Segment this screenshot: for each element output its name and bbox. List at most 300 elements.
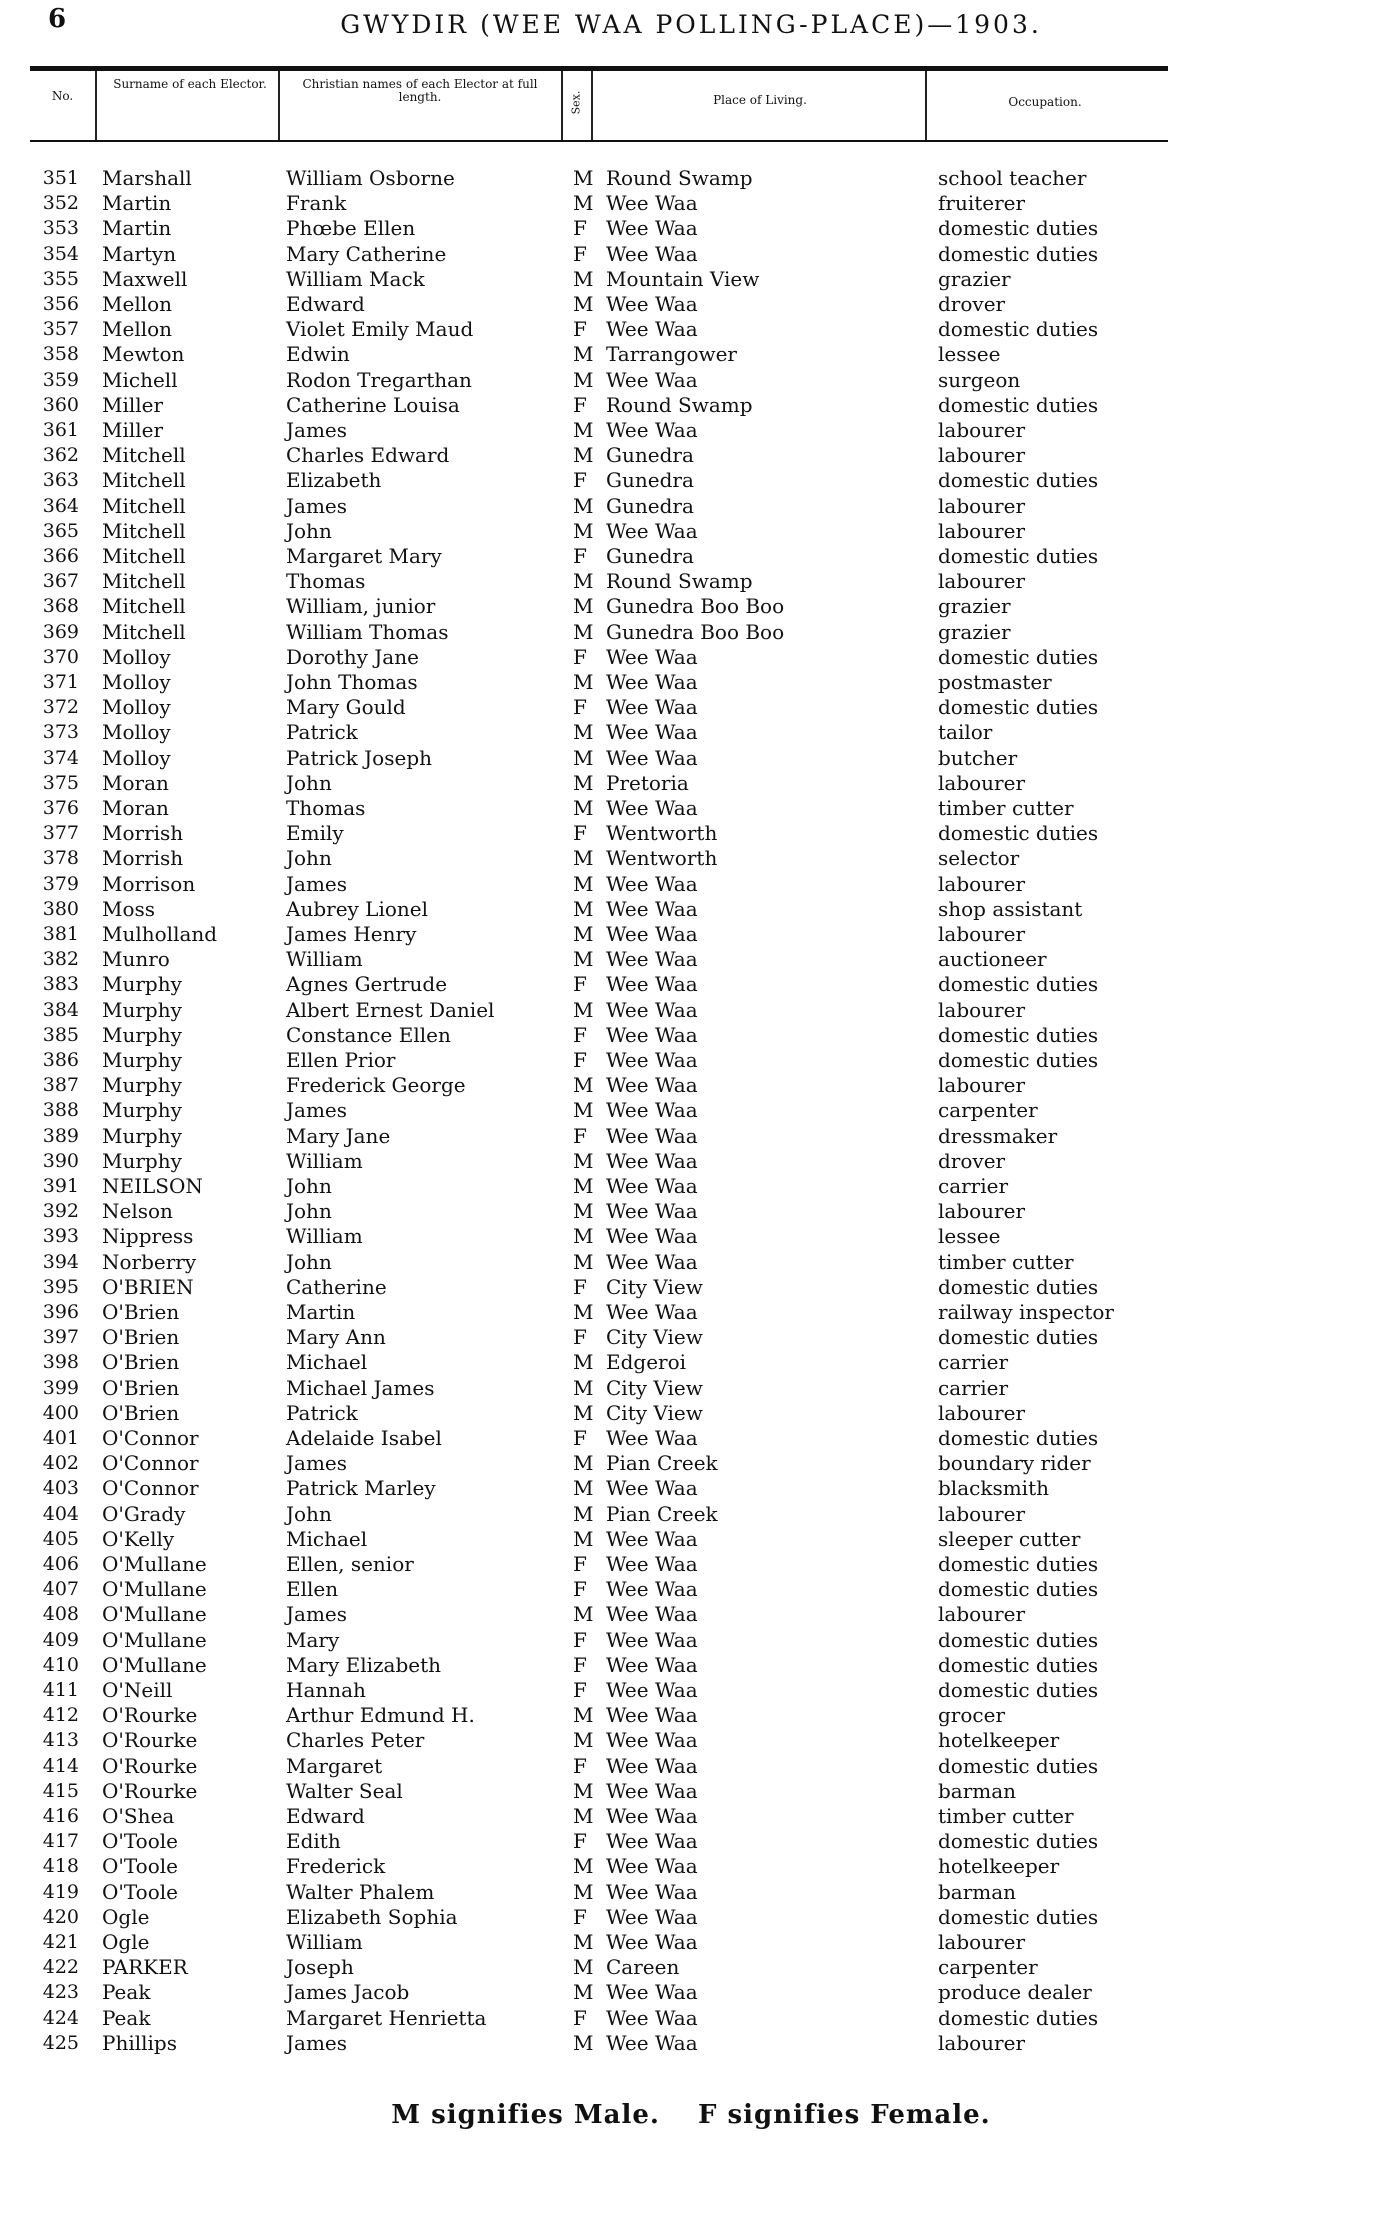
christian-names-cell: James Henry [286, 922, 417, 946]
place-cell: Edgeroi [606, 1350, 687, 1375]
table-row [0, 242, 1382, 267]
surname-cell: Miller [102, 392, 164, 417]
place-cell: Gunedra [606, 443, 694, 468]
table-row [0, 1023, 1382, 1048]
christian-names-cell: William, junior [286, 594, 436, 619]
sex-cell: M [573, 1476, 594, 1501]
sex-cell: M [573, 367, 594, 392]
christian-names-cell: Rodon Tregarthan [286, 367, 472, 392]
place-cell: City View [606, 1375, 703, 1400]
occupation-cell: labourer [938, 518, 1026, 543]
occupation-cell: domestic duties [938, 392, 1099, 417]
surname-cell: O'Rourke [102, 1728, 198, 1753]
place-cell: Gunedra Boo Boo [606, 594, 785, 619]
sex-cell: M [573, 1728, 594, 1753]
surname-cell: O'Brien [102, 1325, 180, 1350]
sex-cell: M [573, 1778, 594, 1803]
sex-cell: M [573, 1451, 594, 1476]
occupation-cell: barman [938, 1778, 1017, 1803]
place-cell: Wee Waa [606, 1829, 698, 1854]
christian-names-cell: Mary Gould [286, 695, 406, 720]
row-number: 357 [42, 318, 79, 341]
occupation-cell: carpenter [938, 1955, 1038, 1980]
occupation-cell: domestic duties [938, 1678, 1099, 1702]
surname-cell: O'Rourke [102, 1753, 198, 1778]
surname-cell: Michell [102, 367, 178, 392]
sex-cell: F [573, 1753, 587, 1778]
christian-names-cell: Walter Seal [286, 1778, 403, 1803]
sex-cell: F [573, 1627, 587, 1652]
occupation-cell: fruiterer [938, 191, 1026, 216]
occupation-cell: labourer [938, 1930, 1026, 1954]
occupation-cell: domestic duties [938, 1627, 1099, 1652]
sex-cell: M [573, 1098, 594, 1123]
occupation-cell: carrier [938, 1174, 1009, 1198]
christian-names-cell: Joseph [286, 1955, 354, 1980]
table-row [0, 796, 1382, 821]
table-row [0, 1401, 1382, 1426]
place-cell: Wee Waa [606, 896, 698, 921]
occupation-cell: dressmaker [938, 1123, 1058, 1148]
place-cell: Wee Waa [606, 922, 698, 946]
table-row [0, 544, 1382, 569]
row-number: 399 [42, 1376, 79, 1399]
surname-cell: O'Rourke [102, 1778, 198, 1803]
place-cell: Wee Waa [606, 1728, 698, 1753]
place-cell: Wee Waa [606, 367, 698, 392]
surname-cell: Murphy [102, 997, 182, 1022]
occupation-cell: auctioneer [938, 947, 1047, 972]
sex-cell: F [573, 1426, 587, 1450]
sex-cell: M [573, 418, 594, 442]
christian-names-cell: Elizabeth Sophia [286, 1904, 458, 1929]
sex-cell: F [573, 1652, 587, 1677]
table-row [0, 620, 1382, 645]
surname-cell: Nelson [102, 1199, 173, 1224]
occupation-cell: domestic duties [938, 821, 1099, 846]
occupation-cell: tailor [938, 720, 993, 745]
occupation-cell: labourer [938, 871, 1026, 896]
sex-cell: M [573, 1526, 594, 1551]
table-row [0, 771, 1382, 796]
place-cell: Wee Waa [606, 1678, 698, 1702]
occupation-cell: domestic duties [938, 1577, 1099, 1602]
christian-names-cell: Edith [286, 1829, 341, 1854]
row-number: 418 [42, 1855, 79, 1878]
occupation-cell: hotelkeeper [938, 1854, 1060, 1879]
row-number: 397 [42, 1326, 79, 1349]
occupation-cell: labourer [938, 2030, 1026, 2055]
surname-cell: O'BRIEN [102, 1274, 194, 1299]
christian-names-cell: Catherine Louisa [286, 392, 460, 417]
row-number: 385 [42, 1023, 79, 1046]
surname-cell: O'Connor [102, 1426, 199, 1450]
table-row [0, 1653, 1382, 1678]
sex-cell: F [573, 1829, 587, 1854]
row-number: 401 [42, 1427, 79, 1449]
occupation-cell: lessee [938, 342, 1001, 367]
sex-cell: M [573, 166, 594, 190]
christian-names-cell: Hannah [286, 1678, 366, 1702]
surname-cell: Molloy [102, 670, 171, 694]
table-row [0, 670, 1382, 695]
place-cell: Wee Waa [606, 241, 698, 266]
row-number: 371 [42, 671, 79, 693]
christian-names-cell: Frank [286, 191, 347, 216]
row-number: 415 [42, 1779, 79, 1802]
place-cell: Wee Waa [606, 1778, 698, 1803]
surname-cell: Norberry [102, 1249, 197, 1274]
christian-names-cell: John [286, 1501, 332, 1526]
place-cell: Wee Waa [606, 644, 698, 669]
sex-cell: F [573, 216, 587, 241]
occupation-cell: drover [938, 292, 1006, 316]
surname-cell: O'Mullane [102, 1552, 207, 1576]
occupation-cell: selector [938, 846, 1020, 871]
surname-cell: NEILSON [102, 1174, 203, 1198]
surname-cell: Morrison [102, 871, 196, 896]
sex-cell: F [573, 241, 587, 266]
christian-names-cell: William Thomas [286, 619, 449, 644]
row-number: 383 [42, 973, 79, 996]
christian-names-cell: Mary Elizabeth [286, 1652, 442, 1677]
sex-cell: M [573, 770, 594, 795]
occupation-cell: railway inspector [938, 1300, 1114, 1324]
row-number: 389 [42, 1124, 79, 1147]
table-row [0, 292, 1382, 317]
sex-cell: M [573, 997, 594, 1022]
christian-names-cell: Violet Emily Maud [286, 317, 474, 342]
place-cell: Wentworth [606, 821, 718, 846]
surname-cell: Ogle [102, 1930, 150, 1954]
occupation-cell: domestic duties [938, 1022, 1099, 1047]
christian-names-cell: Ellen [286, 1577, 339, 1602]
surname-cell: Mellon [102, 317, 173, 342]
christian-names-cell: James [286, 2030, 348, 2055]
surname-cell: Ogle [102, 1904, 150, 1929]
occupation-cell: grazier [938, 594, 1011, 619]
occupation-cell: carrier [938, 1350, 1009, 1375]
table-row [0, 1854, 1382, 1879]
sex-cell: M [573, 619, 594, 644]
row-number: 410 [42, 1653, 79, 1676]
row-number: 380 [42, 897, 79, 920]
table-row [0, 922, 1382, 947]
row-number: 377 [42, 822, 79, 845]
surname-cell: Mitchell [102, 594, 186, 619]
occupation-cell: timber cutter [938, 796, 1074, 820]
occupation-cell: domestic duties [938, 695, 1099, 720]
surname-cell: Murphy [102, 1048, 182, 1072]
row-number: 403 [42, 1477, 79, 1500]
row-number: 392 [42, 1200, 79, 1223]
surname-cell: Mewton [102, 342, 185, 367]
christian-names-cell: Thomas [286, 569, 366, 594]
sex-cell: F [573, 972, 587, 997]
row-number: 361 [42, 419, 79, 441]
place-cell: Gunedra Boo Boo [606, 619, 785, 644]
place-cell: Wee Waa [606, 1426, 698, 1450]
occupation-cell: grocer [938, 1703, 1006, 1728]
occupation-cell: domestic duties [938, 1048, 1099, 1072]
place-cell: Wee Waa [606, 1022, 698, 1047]
table-row [0, 1703, 1382, 1728]
row-number: 362 [42, 444, 79, 467]
place-cell: Wee Waa [606, 1073, 698, 1098]
occupation-cell: surgeon [938, 367, 1021, 392]
table-row [0, 1451, 1382, 1476]
christian-names-cell: Mary Jane [286, 1123, 391, 1148]
christian-names-cell: William [286, 1224, 363, 1249]
occupation-cell: labourer [938, 770, 1026, 795]
surname-cell: Molloy [102, 745, 171, 770]
surname-cell: Mitchell [102, 468, 186, 493]
christian-names-cell: Adelaide Isabel [286, 1426, 442, 1450]
place-cell: Pian Creek [606, 1501, 718, 1526]
table-row [0, 1955, 1382, 1980]
row-number: 358 [42, 343, 79, 366]
row-number: 414 [42, 1754, 79, 1777]
table-row [0, 267, 1382, 292]
table-row [0, 1124, 1382, 1149]
table-row [0, 1829, 1382, 1854]
table-row [0, 418, 1382, 443]
sex-cell: M [573, 947, 594, 972]
sex-cell: M [573, 1300, 594, 1324]
christian-names-cell: John [286, 1249, 332, 1274]
table-row [0, 1577, 1382, 1602]
place-cell: Wee Waa [606, 1577, 698, 1602]
christian-names-cell: John [286, 518, 332, 543]
row-number: 408 [42, 1603, 79, 1626]
occupation-cell: domestic duties [938, 1325, 1099, 1350]
table-row [0, 594, 1382, 619]
christian-names-cell: Michael [286, 1350, 368, 1375]
row-number: 387 [42, 1074, 79, 1097]
surname-cell: Mitchell [102, 493, 186, 518]
sex-cell: M [573, 443, 594, 468]
christian-names-cell: Patrick [286, 1400, 358, 1425]
table-row [0, 846, 1382, 871]
row-number: 354 [42, 242, 79, 265]
occupation-cell: grazier [938, 619, 1011, 644]
table-row [0, 1930, 1382, 1955]
place-cell: Wee Waa [606, 1804, 698, 1828]
row-number: 378 [42, 847, 79, 870]
sex-cell: M [573, 1400, 594, 1425]
surname-cell: O'Toole [102, 1854, 178, 1879]
christian-names-cell: William [286, 1930, 363, 1954]
place-cell: Wee Waa [606, 670, 698, 694]
christian-names-cell: Albert Ernest Daniel [286, 997, 495, 1022]
sex-cell: M [573, 871, 594, 896]
place-cell: Wee Waa [606, 1552, 698, 1576]
surname-cell: Molloy [102, 644, 171, 669]
column-divider [95, 71, 97, 140]
sex-cell: M [573, 720, 594, 745]
row-number: 364 [42, 494, 79, 517]
row-number: 406 [42, 1553, 79, 1575]
place-cell: Round Swamp [606, 569, 753, 594]
table-row [0, 1628, 1382, 1653]
row-number: 376 [42, 797, 79, 819]
table-row [0, 519, 1382, 544]
christian-names-cell: Mary Ann [286, 1325, 386, 1350]
occupation-cell: shop assistant [938, 896, 1083, 921]
occupation-cell: labourer [938, 1501, 1026, 1526]
table-row [0, 1527, 1382, 1552]
row-number: 420 [42, 1905, 79, 1928]
occupation-cell: domestic duties [938, 1652, 1099, 1677]
row-number: 395 [42, 1275, 79, 1298]
table-row [0, 821, 1382, 846]
place-cell: Wee Waa [606, 1980, 698, 2005]
table-row [0, 1250, 1382, 1275]
row-number: 402 [42, 1452, 79, 1475]
occupation-cell: barman [938, 1879, 1017, 1904]
row-number: 413 [42, 1729, 79, 1752]
surname-cell: O'Connor [102, 1476, 199, 1501]
occupation-cell: labourer [938, 1602, 1026, 1627]
row-number: 359 [42, 368, 79, 391]
christian-names-cell: Edward [286, 1804, 365, 1828]
table-row [0, 443, 1382, 468]
table-row [0, 645, 1382, 670]
row-number: 404 [42, 1502, 79, 1525]
table-row [0, 1602, 1382, 1627]
place-cell: Wee Waa [606, 1627, 698, 1652]
christian-names-cell: Patrick Marley [286, 1476, 436, 1501]
row-number: 405 [42, 1527, 79, 1550]
sex-cell: M [573, 1224, 594, 1249]
row-number: 363 [42, 469, 79, 492]
place-cell: City View [606, 1400, 703, 1425]
christian-names-cell: James [286, 871, 348, 896]
occupation-cell: labourer [938, 1199, 1026, 1224]
christian-names-cell: James [286, 493, 348, 518]
christian-names-cell: John [286, 846, 332, 871]
table-row [0, 947, 1382, 972]
page-number: 6 [48, 4, 67, 34]
surname-cell: Murphy [102, 1073, 182, 1098]
occupation-cell: domestic duties [938, 2005, 1099, 2030]
surname-cell: Miller [102, 418, 164, 442]
table-row [0, 695, 1382, 720]
page-title: GWYDIR (WEE WAA POLLING-PLACE)—1903. [340, 10, 1042, 39]
sex-cell: F [573, 1577, 587, 1602]
table-row [0, 1728, 1382, 1753]
occupation-cell: labourer [938, 418, 1026, 442]
sex-cell: F [573, 1552, 587, 1576]
table-row [0, 1754, 1382, 1779]
place-cell: Wee Waa [606, 1526, 698, 1551]
occupation-cell: carpenter [938, 1098, 1038, 1123]
occupation-cell: boundary rider [938, 1451, 1091, 1476]
sex-cell: F [573, 1904, 587, 1929]
surname-cell: Peak [102, 1980, 151, 2005]
occupation-cell: labourer [938, 569, 1026, 594]
column-divider [925, 71, 927, 140]
place-cell: Round Swamp [606, 392, 753, 417]
sex-cell: F [573, 695, 587, 720]
table-row [0, 2031, 1382, 2056]
occupation-cell: domestic duties [938, 1552, 1099, 1576]
sex-cell: M [573, 922, 594, 946]
sex-cell: F [573, 468, 587, 493]
surname-cell: Maxwell [102, 266, 188, 291]
sex-cell: M [573, 1930, 594, 1954]
christian-names-cell: Phœbe Ellen [286, 216, 416, 241]
row-number: 369 [42, 620, 79, 643]
header-surname: Surname of each Elector. [113, 77, 267, 91]
surname-cell: Moran [102, 796, 169, 820]
place-cell: Wee Waa [606, 972, 698, 997]
christian-names-cell: William [286, 1148, 363, 1173]
christian-names-cell: Patrick [286, 720, 358, 745]
table-row [0, 2006, 1382, 2031]
table-row [0, 1905, 1382, 1930]
sex-cell: F [573, 1325, 587, 1350]
table-row [0, 1275, 1382, 1300]
place-cell: Wee Waa [606, 1854, 698, 1879]
row-number: 417 [42, 1830, 79, 1853]
table-row [0, 746, 1382, 771]
surname-cell: O'Rourke [102, 1703, 198, 1728]
occupation-cell: domestic duties [938, 216, 1099, 241]
table-row [0, 872, 1382, 897]
place-cell: Mountain View [606, 266, 760, 291]
row-number: 390 [42, 1149, 79, 1172]
place-cell: Wee Waa [606, 1879, 698, 1904]
row-number: 394 [42, 1250, 79, 1273]
table-row [0, 1098, 1382, 1123]
row-number: 400 [42, 1401, 79, 1424]
surname-cell: O'Mullane [102, 1627, 207, 1652]
surname-cell: O'Brien [102, 1300, 180, 1324]
table-row [0, 191, 1382, 216]
table-row [0, 1325, 1382, 1350]
christian-names-cell: Emily [286, 821, 344, 846]
column-divider [278, 71, 280, 140]
surname-cell: O'Brien [102, 1400, 180, 1425]
occupation-cell: blacksmith [938, 1476, 1049, 1501]
header-place: Place of Living. [713, 93, 807, 107]
place-cell: Wee Waa [606, 1123, 698, 1148]
occupation-cell: butcher [938, 745, 1018, 770]
row-number: 422 [42, 1956, 79, 1979]
surname-cell: O'Connor [102, 1451, 199, 1476]
christian-names-cell: Edward [286, 292, 365, 316]
place-cell: City View [606, 1325, 703, 1350]
christian-names-cell: Thomas [286, 796, 366, 820]
place-cell: Wee Waa [606, 1148, 698, 1173]
sex-cell: F [573, 392, 587, 417]
sex-cell: M [573, 1249, 594, 1274]
surname-cell: Mitchell [102, 569, 186, 594]
row-number: 382 [42, 948, 79, 971]
surname-cell: O'Brien [102, 1350, 180, 1375]
place-cell: Wee Waa [606, 947, 698, 972]
surname-cell: Murphy [102, 1022, 182, 1047]
christian-names-cell: Michael [286, 1526, 368, 1551]
sex-cell: F [573, 544, 587, 568]
christian-names-cell: Mary [286, 1627, 340, 1652]
table-row [0, 393, 1382, 418]
place-cell: Wee Waa [606, 1048, 698, 1072]
footer-legend [0, 2100, 1382, 2130]
christian-names-cell: James [286, 1602, 348, 1627]
surname-cell: O'Toole [102, 1829, 178, 1854]
